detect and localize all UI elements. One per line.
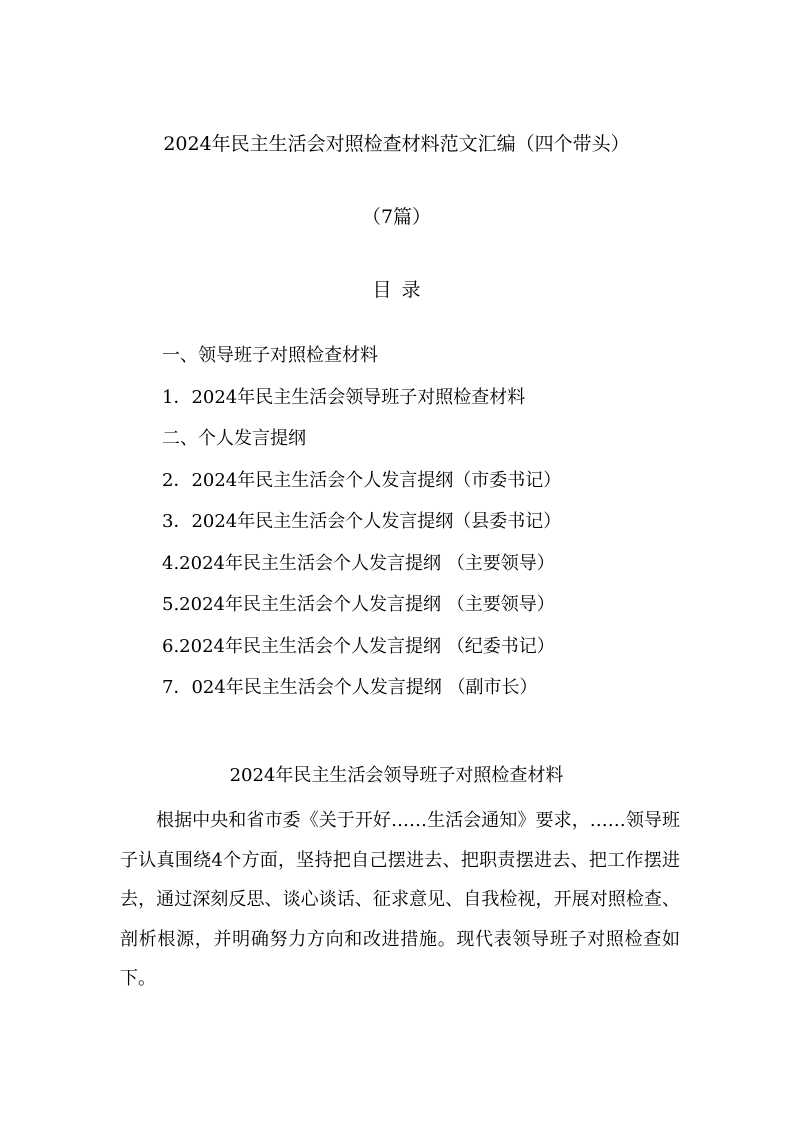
toc-item-section-1: 一、领导班子对照检查材料	[162, 345, 378, 366]
toc-item-6: 6.2024年民主生活会个人发言提纲 （纪委书记）	[162, 635, 555, 657]
document-count: （7篇）	[361, 206, 432, 228]
table-of-contents	[162, 343, 722, 717]
toc-item-3: 3．2024年民主生活会个人发言提纲（县委书记）	[162, 511, 562, 532]
document-title: 2024年民主生活会对照检查材料范文汇编（四个带头）	[163, 133, 630, 155]
toc-item-section-2: 二、个人发言提纲	[162, 428, 306, 449]
toc-item-5: 5.2024年民主生活会个人发言提纲 （主要领导）	[162, 594, 555, 615]
section-title: 2024年民主生活会领导班子对照检查材料	[229, 765, 564, 786]
toc-heading: 目录	[372, 279, 431, 301]
body-paragraph: 根据中央和省市委《关于开好……生活会通知》要求，……领导班子认真围绕4个方面，坚持把自己摆进去、把职责摆进去、把工作摆进去，通过深刻反思、谈心谈话、征求意见、自我检视，开展对照检查、剖析根源，并明确努力方向和改进措施。现代表领导班子对照检查如下。	[120, 810, 680, 989]
toc-item-2: 2．2024年民主生活会个人发言提纲（市委书记）	[162, 469, 562, 491]
toc-item-4: 4.2024年民主生活会个人发言提纲 （主要领导）	[162, 552, 555, 574]
toc-item-1: 1．2024年民主生活会领导班子对照检查材料	[162, 386, 526, 408]
toc-item-7: 7．024年民主生活会个人发言提纲 （副市长）	[162, 677, 538, 698]
